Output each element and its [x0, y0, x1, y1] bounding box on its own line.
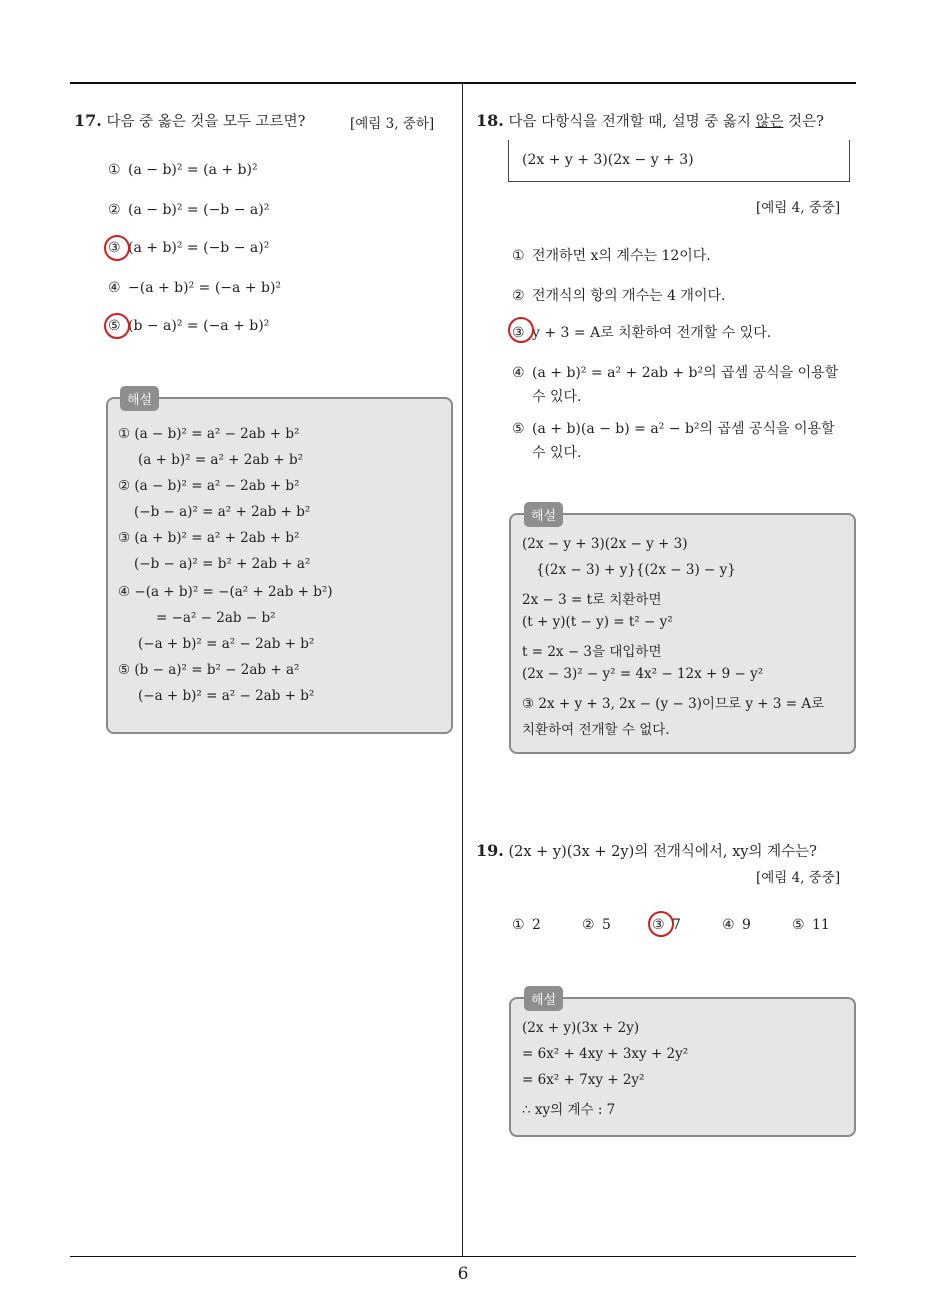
q17-solution-line: (−a + b)² = a² − 2ab + b² [138, 688, 315, 704]
top-rule [70, 82, 856, 84]
q17-solution-line: (−b − a)² = a² + 2ab + b² [134, 504, 311, 520]
q18-solution-label: 해설 [524, 502, 563, 527]
q19-title [476, 840, 817, 861]
q18-solution-line: (t + y)(t − y) = t² − y² [522, 614, 673, 630]
q18-option-2[interactable] [512, 285, 725, 305]
q18-option-3[interactable] [512, 322, 771, 342]
option-text: (a + b)(a − b) = a² − b²의 곱셈 공식을 이용할 [532, 421, 835, 437]
q17-solution-line: ③ (a + b)² = a² + 2ab + b² [118, 530, 300, 546]
option-text: 전개하면 x의 계수는 12이다. [532, 248, 711, 264]
q17-number: 17. [74, 111, 102, 130]
q19-option-4[interactable] [722, 917, 751, 933]
option-text: 7 [672, 917, 681, 933]
option-text: 수 있다. [532, 389, 582, 405]
q19-solution-line: = 6x² + 7xy + 2y² [522, 1072, 645, 1088]
q19-option-2[interactable] [582, 917, 611, 933]
q17-question: 다음 중 옳은 것을 모두 고르면? [106, 114, 306, 130]
option-text: 11 [812, 917, 830, 933]
q17-option-4[interactable] [108, 280, 281, 296]
column-divider [462, 84, 463, 1256]
q18-solution-line: 2x − 3 = t로 치환하면 [522, 592, 662, 608]
q17-solution-line: ⑤ (b − a)² = b² − 2ab + a² [118, 662, 300, 678]
q19-solution-line: (2x + y)(3x + 2y) [522, 1020, 640, 1036]
q18-solution-line: t = 2x − 3을 대입하면 [522, 644, 662, 660]
q19-tag: [예림 4, 중중] [756, 870, 841, 886]
q17-option-2[interactable] [108, 202, 269, 218]
q17-solution-line: ② (a − b)² = a² − 2ab + b² [118, 478, 300, 494]
option-mark: ⑤ [108, 318, 121, 334]
q18-given-expression: (2x + y + 3)(2x − y + 3) [522, 152, 694, 168]
q17-option-3[interactable] [108, 240, 269, 256]
option-mark: ② [582, 917, 595, 933]
answer-circle-icon [648, 911, 674, 937]
q17-title [74, 110, 305, 131]
option-mark: ③ [108, 240, 121, 256]
answer-circle-icon [104, 235, 130, 261]
q18-solution-line: 치환하여 전개할 수 없다. [522, 722, 670, 738]
q19-solution-line: ∴ xy의 계수 : 7 [522, 1102, 616, 1118]
q18-tag: [예림 4, 중중] [756, 200, 841, 216]
option-mark: ④ [512, 365, 525, 381]
q17-solution-line: (−a + b)² = a² − 2ab + b² [138, 636, 315, 652]
option-text: (b − a)² = (−a + b)² [128, 318, 270, 334]
option-mark: ② [108, 202, 121, 218]
q18-option-1[interactable] [512, 245, 711, 265]
q17-solution-line: (a + b)² = a² + 2ab + b² [138, 452, 304, 468]
q19-option-5[interactable] [792, 917, 830, 933]
option-text: (a − b)² = (a + b)² [128, 162, 258, 178]
option-text: y + 3 = A로 치환하여 전개할 수 있다. [532, 325, 772, 341]
q18-option-4-cont [512, 386, 581, 406]
q17-solution-line: (−b − a)² = b² + 2ab + a² [134, 556, 311, 572]
q17-solution-line: = −a² − 2ab − b² [156, 610, 276, 626]
option-text: 9 [742, 917, 751, 933]
q17-solution-label: 해설 [120, 386, 159, 411]
q19-solution-label: 해설 [524, 986, 563, 1011]
option-mark: ① [512, 248, 525, 264]
option-mark: ① [512, 917, 525, 933]
option-mark: ① [108, 162, 121, 178]
q17-option-5[interactable] [108, 318, 269, 334]
q17-solution-line: ① (a − b)² = a² − 2ab + b² [118, 426, 300, 442]
q18-option-4[interactable] [512, 362, 838, 382]
q18-question-part1: 다음 다항식을 전개할 때, 설명 중 옳지 [508, 114, 756, 130]
option-text: (a + b)² = (−b − a)² [128, 240, 270, 256]
q19-question: (2x + y)(3x + 2y)의 전개식에서, xy의 계수는? [508, 844, 817, 860]
option-text: 5 [602, 917, 611, 933]
option-text: 2 [532, 917, 541, 933]
q17-option-1[interactable] [108, 162, 258, 178]
option-text: 수 있다. [532, 445, 582, 461]
option-text: −(a + b)² = (−a + b)² [128, 280, 282, 296]
q18-solution-line: ③ 2x + y + 3, 2x − (y − 3)이므로 y + 3 = A로 [522, 696, 825, 712]
option-mark: ③ [512, 325, 525, 341]
q18-solution-line: (2x − 3)² − y² = 4x² − 12x + 9 − y² [522, 666, 764, 682]
q18-option-5-cont [512, 442, 581, 462]
option-mark: ④ [108, 280, 121, 296]
option-text: (a − b)² = (−b − a)² [128, 202, 270, 218]
q18-option-5[interactable] [512, 418, 835, 438]
q18-title [476, 110, 824, 131]
q18-question-underlined: 않은 [755, 114, 784, 130]
q17-tag: [예림 3, 중하] [350, 116, 435, 132]
option-mark: ⑤ [512, 421, 525, 437]
q18-question-part2: 것은? [783, 114, 824, 130]
q19-solution-line: = 6x² + 4xy + 3xy + 2y² [522, 1046, 689, 1062]
q19-option-1[interactable] [512, 917, 541, 933]
option-mark: ④ [722, 917, 735, 933]
q18-solution-line: (2x − y + 3)(2x − y + 3) [522, 536, 688, 552]
option-text: (a + b)² = a² + 2ab + b²의 곱셈 공식을 이용할 [532, 365, 839, 381]
bottom-rule [70, 1256, 856, 1257]
option-mark: ③ [652, 917, 665, 933]
option-mark: ⑤ [792, 917, 805, 933]
q17-solution-line: ④ −(a + b)² = −(a² + 2ab + b²) [118, 584, 333, 600]
q18-number: 18. [476, 111, 504, 130]
option-text: 전개식의 항의 개수는 4 개이다. [532, 288, 726, 304]
answer-circle-icon [104, 313, 130, 339]
q19-number: 19. [476, 841, 504, 860]
answer-circle-icon [508, 317, 534, 343]
option-mark: ② [512, 288, 525, 304]
page-number: 6 [457, 1264, 469, 1284]
q18-solution-line: {(2x − 3) + y}{(2x − 3) − y} [536, 562, 736, 578]
